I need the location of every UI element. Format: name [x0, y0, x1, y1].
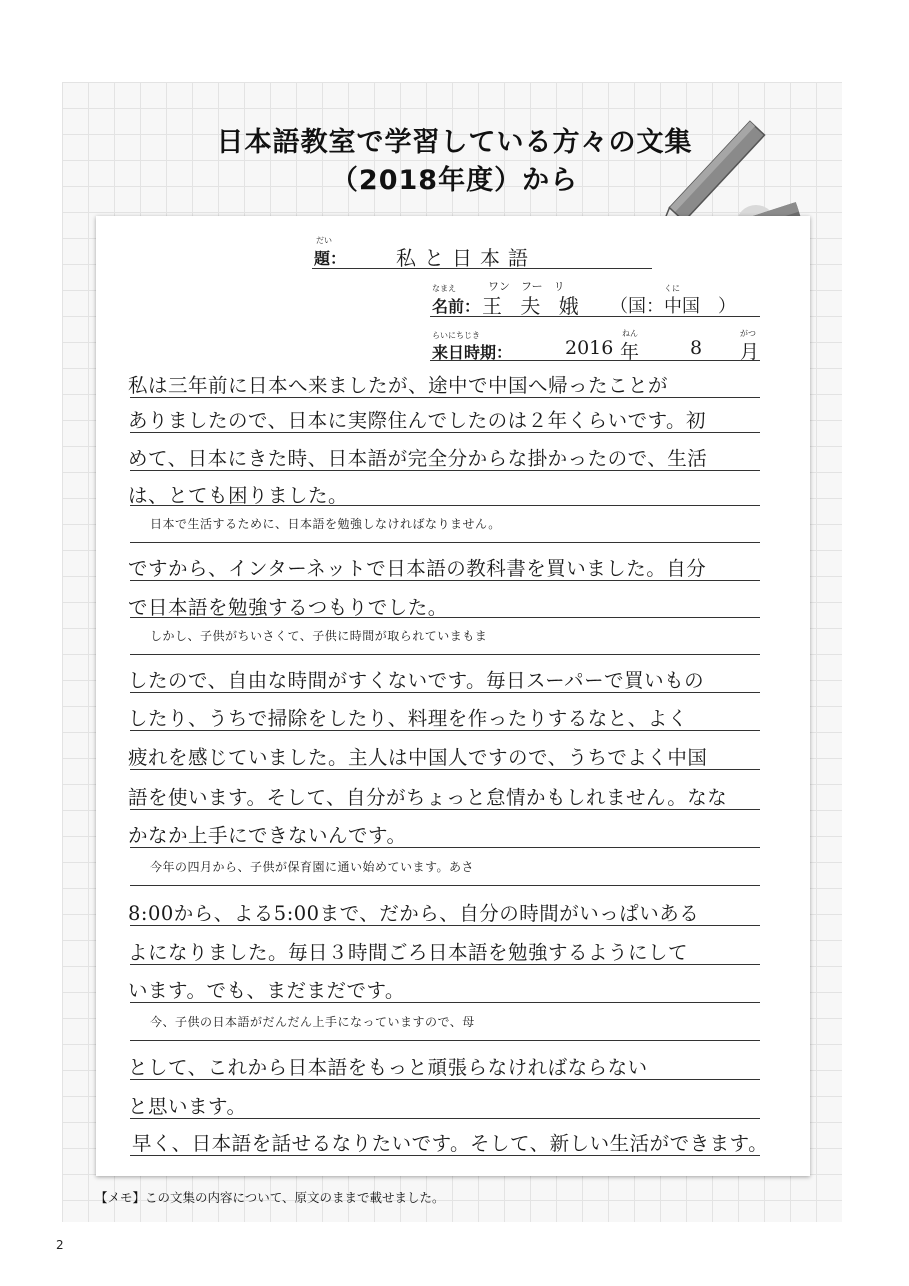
arrival-label: 来日時期：: [432, 343, 513, 362]
ruled-line: [130, 847, 760, 848]
essay-line: めて、日本にきた時、日本語が完全分からな掛かったので、生活: [128, 447, 708, 470]
essay-line: よになりました。毎日３時間ごろ日本語を勉強するようにして: [128, 941, 689, 964]
country-value: （国：中国 ）: [610, 296, 736, 317]
ruled-line: [130, 964, 760, 965]
arrival-year: 2016: [565, 337, 614, 359]
ruled-line: [130, 1155, 760, 1156]
ruled-line: [130, 1040, 760, 1041]
ruled-line: [130, 580, 760, 581]
ruled-line: [130, 505, 760, 506]
arrival-ruby: らいにちじき: [432, 331, 480, 340]
ruled-line: [130, 925, 760, 926]
essay-line: ありましたので、日本に実際住んでしたのは２年くらいです。初: [128, 409, 707, 432]
ruled-line: [130, 692, 760, 693]
essay-line: として、これから日本語をもっと頑張らなければならない: [128, 1056, 648, 1079]
arrival-gatsu-ruby: がつ: [740, 329, 756, 338]
ruled-line: [130, 432, 760, 433]
essay-line: ですから、インターネットで日本語の教科書を買いました。自分: [128, 557, 707, 580]
essay-line: 疲れを感じていました。主人は中国人ですので、うちでよく中国: [128, 746, 708, 769]
essay-line: 日本で生活するために、日本語を勉強しなければなりません。: [150, 517, 501, 531]
theme-value: 私と日本語: [396, 246, 536, 270]
arrival-nen-ruby: ねん: [622, 329, 638, 338]
theme-ruby: だい: [316, 236, 332, 245]
name-ruby: なまえ: [432, 284, 456, 293]
essay-line: 語を使います。そして、自分がちょっと怠情かもしれません。なな: [128, 786, 728, 809]
ruled-line: [130, 397, 760, 398]
name-underline: [430, 316, 760, 317]
theme-underline: [312, 268, 652, 269]
essay-line: しかし、子供がちいさくて、子供に時間が取られていまもま: [150, 629, 488, 643]
essay-line: と思います。: [128, 1095, 247, 1118]
ruled-line: [130, 809, 760, 810]
country-ruby: くに: [664, 284, 680, 293]
ruled-line: [130, 730, 760, 731]
name-value: 王 夫 娥: [482, 294, 585, 318]
ruled-line: [130, 769, 760, 770]
ruled-line: [130, 617, 760, 618]
arrival-month: 8: [690, 337, 703, 359]
ruled-line: [130, 542, 760, 543]
essay-line: かなか上手にできないんです。: [128, 824, 407, 847]
ruled-line: [130, 1079, 760, 1080]
name-furigana: ワン フー リ: [488, 280, 565, 293]
memo-note: 【メモ】この文集の内容について、原文のままで載せました。: [95, 1190, 445, 1205]
page-subtitle: （2018年度）から: [330, 165, 579, 196]
essay-line: 8:00から、よる5:00まで、だから、自分の時間がいっぱいある: [128, 902, 700, 925]
essay-line: 今、子供の日本語がだんだん上手になっていますので、母: [150, 1015, 475, 1029]
ruled-line: [130, 1002, 760, 1003]
arrival-nen: 年: [620, 341, 640, 363]
ruled-line: [130, 885, 760, 886]
essay-line: 私は三年前に日本へ来ましたが、途中で中国へ帰ったことが: [128, 374, 669, 397]
arrival-underline: [430, 360, 760, 361]
name-label: 名前：: [432, 297, 481, 316]
essay-line: したり、うちで掃除をしたり、料理を作ったりするなと、よく: [128, 707, 688, 730]
ruled-line: [130, 654, 760, 655]
ruled-line: [130, 1118, 760, 1119]
arrival-gatsu: 月: [740, 341, 760, 363]
page-number: 2: [56, 1238, 64, 1252]
essay-line: 今年の四月から、子供が保育園に通い始めています。あさ: [150, 860, 475, 874]
essay-line: で日本語を勉強するつもりでした。: [128, 596, 448, 619]
essay-line: したので、自由な時間がすくないです。毎日スーパーで買いもの: [128, 669, 705, 692]
theme-label: 題：: [314, 249, 347, 268]
essay-line: は、とても困りました。: [128, 484, 349, 507]
page-title: 日本語教室で学習している方々の文集: [216, 127, 693, 158]
ruled-line: [130, 470, 760, 471]
essay-line: います。でも、まだまだです。: [128, 979, 405, 1002]
essay-line: 早く、日本語を話せるなりたいです。そして、新しい生活ができます。: [132, 1132, 769, 1155]
